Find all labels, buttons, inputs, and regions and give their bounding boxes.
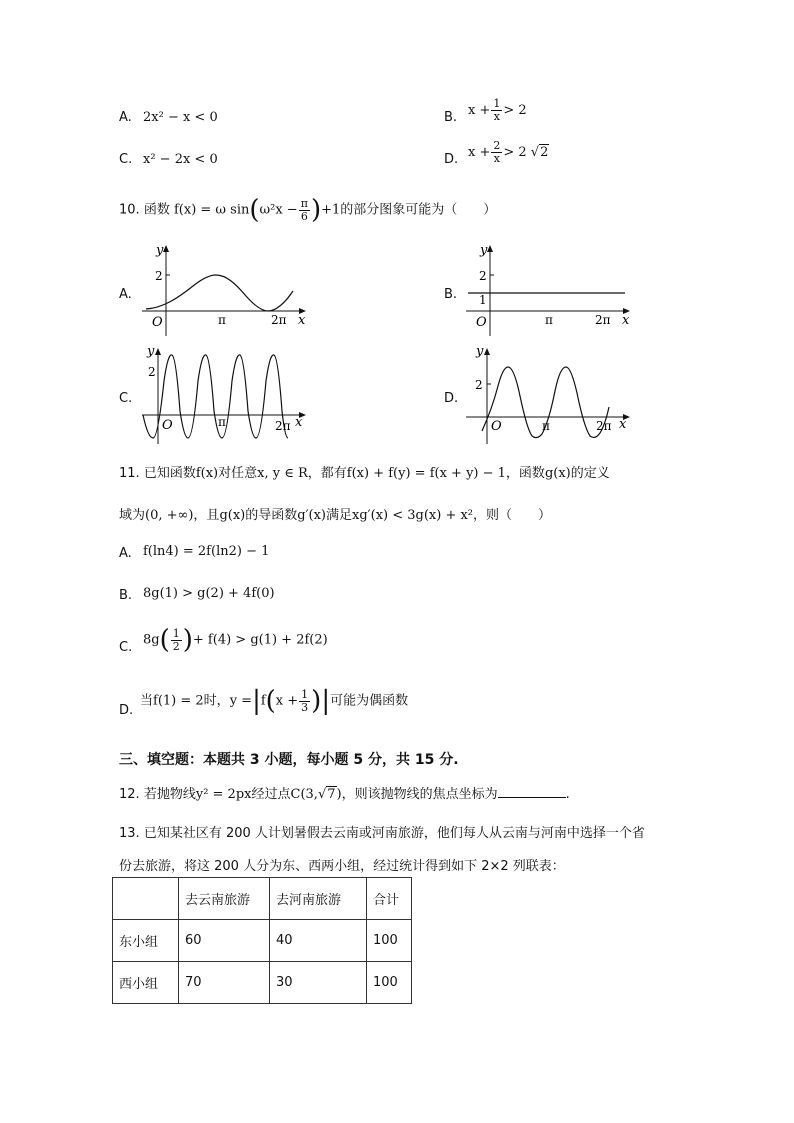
q11-l1d: ，函数 — [505, 466, 545, 481]
graph-d-tick-2-label: 2 — [475, 378, 483, 392]
q12-end: . — [565, 787, 570, 802]
q11-l1a: 已知函数 — [143, 466, 196, 481]
graph-c-y-arrow — [155, 348, 161, 355]
q11-l1e: 的定义 — [570, 466, 610, 481]
q12-point-a: 3, — [305, 787, 318, 802]
q11-d-pre: 当 — [140, 693, 154, 709]
graph-b-x-label: x — [622, 313, 630, 328]
table-row — [113, 962, 412, 1004]
q10-number: 10. — [119, 202, 140, 218]
q10-graph-d — [462, 341, 637, 446]
graph-d-y-label: y — [476, 344, 484, 359]
q12-paren-open: ( — [300, 787, 306, 802]
q10-graph-c-label: C. — [119, 391, 133, 406]
q9-d-x: x + — [468, 145, 491, 160]
q11-option-d-expr — [140, 686, 408, 716]
q12-stem — [119, 783, 570, 802]
q11-option-d-label: D. — [119, 703, 134, 718]
q11-d-paren-close: ) — [311, 686, 322, 716]
q9-option-d-expr — [468, 140, 549, 165]
graph-b-tick-2-label: 2 — [479, 269, 487, 283]
q11-d-cond: f(1) = 2 — [153, 693, 204, 709]
table-cell: 30 — [270, 962, 367, 1004]
q11-d-num: 1 — [301, 687, 309, 701]
q12-answer-blank — [498, 785, 566, 798]
q11-number: 11. — [119, 466, 140, 481]
q10-stem — [119, 195, 496, 225]
table-cell: 40 — [270, 920, 367, 962]
table-cell: 西小组 — [113, 962, 179, 1004]
q11-l2b: ，且 — [193, 508, 220, 523]
graph-d-pi: π — [542, 419, 550, 433]
graph-b-y-arrow — [487, 245, 493, 252]
q13-text-line-2: 份去旅游，将这 200 人分为东、西两小组，经过统计得到如下 2×2 列联表： — [119, 859, 565, 874]
q11-d-abs-open: | — [252, 686, 261, 716]
q11-d-x: x + — [275, 693, 299, 709]
q9-d-den: x — [493, 152, 500, 165]
q9-option-b-label: B. — [444, 110, 458, 125]
contingency-table — [112, 877, 412, 1004]
table-header-cell: 去云南旅游 — [179, 878, 270, 920]
graph-a-2pi: 2π — [271, 313, 287, 327]
q9-option-c-label: C. — [119, 152, 133, 167]
q11-l1c: ，都有 — [307, 466, 347, 481]
q12-sqrt-symbol: √ — [317, 787, 327, 802]
table-cell: 东小组 — [113, 920, 179, 962]
graph-c-pi: π — [218, 415, 226, 429]
q11-xy: x, y ∈ R — [257, 466, 308, 481]
q9-d-root: 2 — [540, 145, 549, 160]
q12-point-root: 7 — [327, 787, 336, 802]
q10-tail: 的部分图象可能为（ ） — [340, 202, 497, 218]
q11-l2e: ，则（ ） — [473, 508, 552, 523]
table-cell: 100 — [367, 920, 412, 962]
q9-b-den: x — [493, 110, 500, 123]
q11-option-c-label: C. — [119, 640, 133, 655]
q9-b-frac — [491, 98, 502, 123]
q12-number: 12. — [119, 787, 140, 802]
q11-option-b-label: B. — [119, 588, 133, 603]
q11-option-b-expr: 8g(1) > g(2) + 4f(0) — [143, 586, 275, 601]
table-header-cell — [113, 878, 179, 920]
graph-b-tick-1-label: 1 — [479, 293, 487, 307]
q11-c-paren-close: ) — [182, 625, 193, 655]
q10-inner: ω²x − — [259, 202, 298, 218]
q10-paren-close: ) — [310, 195, 322, 225]
graph-a-y-arrow — [163, 245, 169, 252]
q11-d-paren-open: ( — [265, 686, 276, 716]
q10-frac — [299, 198, 310, 223]
table-header-cell: 合计 — [367, 878, 412, 920]
graph-c-2pi: 2π — [275, 419, 291, 433]
q11-ineq: xg′(x) < 3g(x) + x² — [352, 508, 474, 523]
q11-c-num: 1 — [172, 626, 180, 640]
q11-gx: g(x) — [544, 466, 571, 481]
q10-graph-b-label: B. — [444, 287, 458, 302]
q11-l1b: 对任意 — [218, 466, 258, 481]
graph-a-y-label: y — [156, 243, 164, 258]
q11-d-mid: 时， — [203, 693, 230, 709]
q10-func: f(x) = ω sin — [173, 202, 250, 218]
q9-b-x: x + — [468, 103, 491, 118]
q13-text-line-1: 已知某社区有 200 人计划暑假去云南或河南旅游，他们每人从云南与河南中选择一个省 — [143, 826, 645, 841]
q12-paren-close: ) — [336, 787, 342, 802]
graph-a-pi: π — [218, 313, 226, 327]
q11-stem-line-2 — [119, 504, 551, 523]
q9-option-a-expr: 2x² − x < 0 — [143, 110, 218, 125]
table-cell: 70 — [179, 962, 270, 1004]
graph-b-2pi: 2π — [595, 313, 611, 327]
q13-number: 13. — [119, 826, 140, 841]
q11-c-den: 2 — [172, 639, 180, 653]
q11-c-pre: 8g — [143, 632, 160, 648]
q11-c-frac — [171, 628, 182, 653]
q9-b-num: 1 — [493, 97, 501, 110]
q11-gx-2: g(x) — [219, 508, 246, 523]
graph-c-tick-2-label: 2 — [148, 365, 156, 379]
q10-pi: π — [300, 196, 308, 210]
q10-graph-a-label: A. — [119, 287, 132, 302]
q11-d-tail: 可能为偶函数 — [330, 693, 409, 709]
q9-d-frac — [491, 140, 502, 165]
q12-t2: 经过点 — [251, 787, 291, 802]
q11-d-f: f — [260, 693, 266, 709]
q11-option-a-expr: f(ln4) = 2f(ln2) − 1 — [143, 544, 270, 559]
graph-c-x-label: x — [295, 415, 303, 430]
q9-option-b-expr — [468, 98, 527, 123]
q10-six: 6 — [300, 209, 308, 223]
q9-d-rest: > 2 — [503, 145, 527, 160]
graph-b-pi: π — [545, 313, 553, 327]
q11-l2a: 域为 — [119, 508, 146, 523]
graph-d-x-label: x — [619, 417, 627, 432]
section-3-heading: 三、填空题：本题共 3 小题，每小题 5 分，共 15 分. — [119, 752, 459, 768]
graph-a-x-label: x — [298, 313, 306, 328]
q10-graph-a — [138, 238, 313, 338]
q11-l2d: 满足 — [326, 508, 353, 523]
q12-point-name: C — [290, 787, 301, 802]
q9-d-num: 2 — [493, 139, 501, 152]
q11-fx: f(x) — [195, 466, 219, 481]
q10-plus: +1 — [321, 202, 341, 218]
graph-b-origin: O — [476, 315, 487, 330]
graph-c-origin: O — [162, 418, 173, 433]
q9-option-a-label: A. — [119, 110, 132, 125]
graph-d-2pi: 2π — [596, 419, 612, 433]
table-row — [113, 920, 412, 962]
q10-lead: 函数 — [143, 202, 170, 218]
q10-paren-open: ( — [249, 195, 260, 225]
q11-d-frac — [299, 689, 310, 714]
q12-parabola: y² = 2px — [195, 787, 252, 802]
graph-a-curve — [146, 275, 293, 311]
q10-graph-d-label: D. — [444, 391, 459, 406]
q11-l2c: 的导函数 — [245, 508, 298, 523]
q11-stem-line-1 — [119, 462, 610, 481]
graph-a-tick-2-label: 2 — [155, 269, 163, 283]
table-cell: 100 — [367, 962, 412, 1004]
q9-d-sqrt-symbol: √ — [530, 145, 540, 160]
q11-option-a-label: A. — [119, 546, 132, 561]
q12-t3: ，则该抛物线的焦点坐标为 — [341, 787, 498, 802]
graph-a-origin: O — [152, 315, 163, 330]
q13-line-1 — [119, 822, 645, 841]
q12-t1: 若抛物线 — [143, 787, 196, 802]
graph-b-y-label: y — [480, 243, 488, 258]
q11-d-abs-close: | — [321, 686, 331, 716]
table-header-cell: 去河南旅游 — [270, 878, 367, 920]
q11-eq: f(x) + f(y) = f(x + y) − 1 — [346, 466, 506, 481]
q11-option-c-expr — [143, 625, 328, 655]
q11-c-paren-open: ( — [159, 625, 170, 655]
table-header-row — [113, 878, 412, 920]
q10-graph-b — [462, 238, 637, 338]
table-cell: 60 — [179, 920, 270, 962]
q11-c-post: + f(4) > g(1) + 2f(2) — [192, 632, 328, 648]
q11-gprime: g′(x) — [297, 508, 326, 523]
q10-graph-c — [138, 341, 313, 446]
graph-d-y-arrow — [484, 348, 490, 355]
q9-option-c-expr: x² − 2x < 0 — [143, 152, 218, 167]
q9-option-d-label: D. — [444, 152, 459, 167]
q9-b-rest: > 2 — [503, 103, 527, 118]
graph-d-origin: O — [491, 419, 502, 434]
q11-d-den: 3 — [301, 700, 309, 714]
q11-domain: (0, +∞) — [145, 508, 194, 523]
graph-c-y-label: y — [147, 344, 155, 359]
q11-d-y: y = — [229, 693, 253, 709]
